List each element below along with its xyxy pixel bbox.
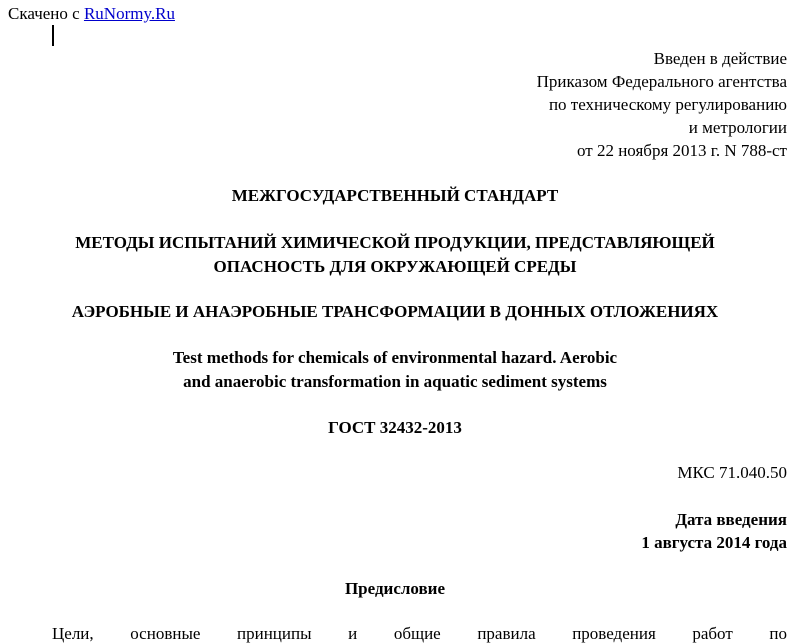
word: основные (130, 624, 201, 643)
runormy-link[interactable]: RuNormy.Ru (83, 4, 175, 23)
enactment-line: и метрологии (688, 118, 787, 137)
subtitle-text: АЭРОБНЫЕ И АНАЭРОБНЫЕ ТРАНСФОРМАЦИИ В ДОННЫХ ОТЛОЖЕНИЯХ (71, 302, 719, 321)
word: работ (692, 624, 733, 643)
enactment-line: по техническому регулированию (548, 95, 787, 114)
standard-type-heading (0, 184, 790, 208)
enactment-line: Введен в действие (653, 49, 787, 68)
text-cursor (52, 25, 54, 46)
word: по (769, 624, 787, 643)
word: проведения (572, 624, 656, 643)
word: общие (393, 624, 441, 643)
document-title (0, 231, 790, 279)
foreword-paragraph (52, 623, 787, 644)
date-value: 1 августа 2014 года (641, 533, 787, 552)
gost-number (0, 416, 790, 440)
title-line: ОПАСНОСТЬ ДЛЯ ОКРУЖАЮЩЕЙ СРЕДЫ (213, 257, 577, 276)
date-label: Дата введения (675, 510, 787, 529)
foreword-heading (0, 577, 790, 601)
word: и (348, 624, 358, 643)
introduction-date-block (641, 508, 787, 554)
english-title-line: and anaerobic transformation in aquatic sediment systems (183, 372, 607, 391)
word: правила (477, 624, 536, 643)
foreword-heading-text: Предисловие (344, 579, 446, 598)
foreword-first-line (52, 623, 787, 644)
document-subtitle (0, 300, 790, 324)
word: принципы (237, 624, 312, 643)
word: Цели, (52, 624, 94, 643)
download-prefix: Скачено с (8, 4, 80, 23)
title-line: МЕТОДЫ ИСПЫТАНИЙ ХИМИЧЕСКОЙ ПРОДУКЦИИ, ПРЕДСТАВЛЯЮЩЕЙ (75, 233, 715, 252)
english-title (0, 346, 790, 394)
enactment-line: от 22 ноября 2013 г. N 788-ст (577, 141, 787, 160)
enactment-line: Приказом Федерального агентства (536, 72, 787, 91)
standard-type-text: МЕЖГОСУДАРСТВЕННЫЙ СТАНДАРТ (231, 186, 559, 205)
enactment-block (537, 47, 787, 162)
gost-number-text: ГОСТ 32432-2013 (328, 418, 462, 437)
mks-code: МКС 71.040.50 (677, 463, 787, 482)
english-title-line: Test methods for chemicals of environmental hazard. Aerobic (172, 348, 618, 367)
download-source-line (8, 3, 175, 24)
